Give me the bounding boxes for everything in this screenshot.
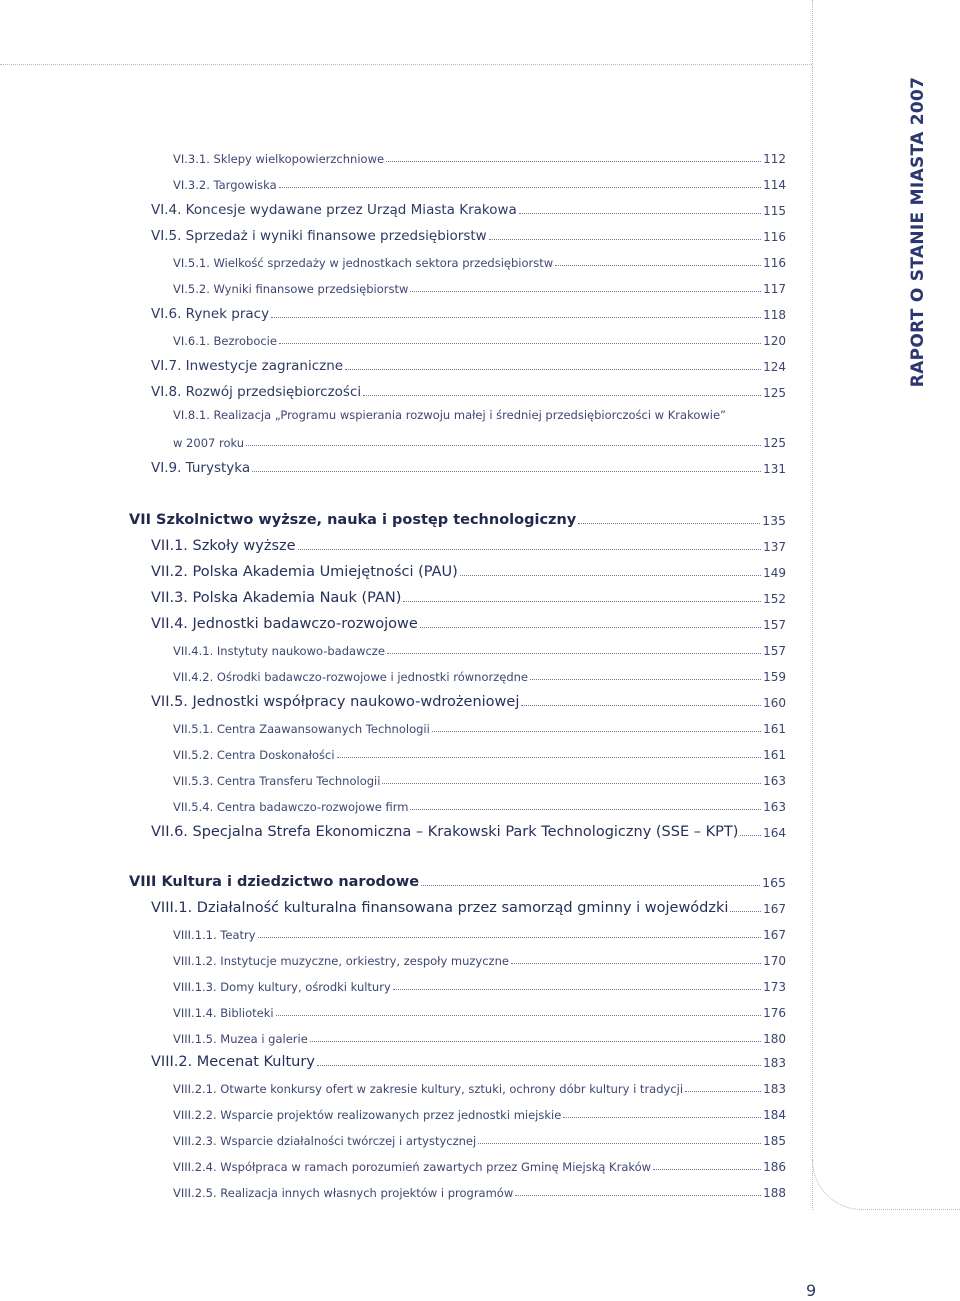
toc-entry[interactable]: [0, 144, 786, 166]
leader-dots: [511, 963, 761, 964]
toc-entry-page: 170: [763, 954, 786, 968]
toc-entry-label: VII.4.1. Instytuty naukowo-badawcze: [173, 644, 385, 658]
toc-entry[interactable]: [0, 1178, 786, 1200]
toc-entry[interactable]: [0, 428, 786, 450]
toc-entry-label: VII.5.2. Centra Doskonałości: [173, 748, 335, 762]
toc-entry-page: 159: [763, 670, 786, 684]
toc-entry-page: 160: [763, 696, 786, 710]
toc-entry-page: 124: [763, 360, 786, 374]
toc-entry[interactable]: [0, 1074, 786, 1096]
toc-entry[interactable]: [0, 326, 786, 348]
toc-entry[interactable]: [0, 454, 786, 476]
toc-entry-page: 125: [763, 436, 786, 450]
toc-entry-page: 161: [763, 722, 786, 736]
toc-entry-label: VI.9. Turystyka: [151, 460, 251, 476]
leader-dots: [298, 549, 762, 550]
leader-dots: [730, 911, 761, 912]
toc-entry[interactable]: [0, 688, 786, 710]
toc-entry-label: VIII Kultura i dziedzictwo narodowe: [129, 874, 420, 890]
leader-dots: [258, 937, 762, 938]
toc-entry[interactable]: [0, 894, 786, 916]
toc-entry-label: VII.5.3. Centra Transferu Technologii: [173, 774, 381, 788]
leader-dots: [387, 653, 761, 654]
toc-entry[interactable]: [0, 352, 786, 374]
toc-entry-label: VIII.1.1. Teatry: [173, 928, 256, 942]
page-frame-top-line: [0, 64, 812, 65]
leader-dots: [478, 1143, 761, 1144]
toc-entry[interactable]: [0, 662, 786, 684]
toc-entry-label: VIII.2.3. Wsparcie działalności twórczej i artystycznej: [173, 1134, 477, 1148]
toc-entry[interactable]: [0, 792, 786, 814]
toc-entry-label: VIII.2.4. Współpraca w ramach porozumień zawartych przez Gminę Miejską Kraków: [173, 1160, 652, 1174]
toc-entry[interactable]: [0, 1024, 786, 1046]
toc-entry[interactable]: [0, 222, 786, 244]
leader-dots: [310, 1041, 761, 1042]
toc-entry[interactable]: [0, 766, 786, 788]
leader-dots: [363, 395, 761, 396]
toc-entry-label: VI.7. Inwestycje zagraniczne: [151, 358, 344, 374]
toc-entry-label: VI.5. Sprzedaż i wyniki finansowe przedsiębiorstw: [151, 228, 487, 244]
toc-entry[interactable]: [0, 1100, 786, 1122]
leader-dots: [276, 1015, 762, 1016]
toc-entry-page: 176: [763, 1006, 786, 1020]
toc-entry[interactable]: [0, 818, 786, 840]
toc-entry-label: w 2007 roku: [173, 436, 245, 450]
toc-entry-page: 115: [763, 204, 786, 218]
leader-dots: [432, 731, 761, 732]
toc-entry[interactable]: [0, 248, 786, 270]
leader-dots: [460, 575, 761, 576]
toc-entry-page: 116: [763, 256, 786, 270]
toc-entry-page: 183: [763, 1056, 786, 1070]
toc-entry-page: 157: [763, 644, 786, 658]
toc-entry-page: 131: [763, 462, 786, 476]
toc-entry-page: 112: [763, 152, 786, 166]
toc-entry-label: VI.3.2. Targowiska: [173, 178, 277, 192]
toc-entry-page: 163: [763, 774, 786, 788]
toc-entry-page: 167: [763, 928, 786, 942]
leader-dots: [421, 885, 760, 886]
toc-entry[interactable]: [0, 714, 786, 736]
toc-entry-page: 114: [763, 178, 786, 192]
toc-entry-label: VII.4.2. Ośrodki badawczo-rozwojowe i jednostki równorzędne: [173, 670, 528, 684]
leader-dots: [410, 809, 761, 810]
toc-entry-page: 161: [763, 748, 786, 762]
toc-entry[interactable]: [0, 274, 786, 296]
toc-entry-page: 184: [763, 1108, 786, 1122]
toc-entry[interactable]: [0, 170, 786, 192]
toc-entry-page: 117: [763, 282, 786, 296]
toc-entry-page: 163: [763, 800, 786, 814]
toc-entry-label: VIII.1.2. Instytucje muzyczne, orkiestry, zespoły muzyczne: [173, 954, 509, 968]
toc-entry-page: 149: [763, 566, 786, 580]
toc-entry-label: VIII.1.3. Domy kultury, ośrodki kultury: [173, 980, 391, 994]
toc-entry-page: 137: [763, 540, 786, 554]
toc-entry-page: 135: [762, 513, 786, 528]
toc-entry-label: VII Szkolnictwo wyższe, nauka i postęp technologiczny: [129, 512, 577, 528]
toc-entry-page: 180: [763, 1032, 786, 1046]
toc-entry-label: VII.5.1. Centra Zaawansowanych Technologii: [173, 722, 430, 736]
page-number: 9: [806, 1281, 817, 1300]
leader-dots: [337, 757, 762, 758]
toc-entry[interactable]: [0, 946, 786, 968]
toc-chapter[interactable]: [0, 506, 786, 528]
toc-entry[interactable]: [0, 998, 786, 1020]
leader-dots: [489, 239, 761, 240]
leader-dots: [521, 705, 761, 706]
leader-dots: [317, 1065, 761, 1066]
toc-entry[interactable]: [0, 532, 786, 554]
leader-dots: [555, 265, 761, 266]
toc-entry-label[interactable]: VI.8.1. Realizacja „Programu wspierania rozwoju małej i średniej przedsiębiorczości w Krakowie”: [173, 408, 726, 422]
toc-entry[interactable]: [0, 636, 786, 658]
leader-dots: [515, 1195, 761, 1196]
toc-entry[interactable]: [0, 584, 786, 606]
toc-entry[interactable]: [0, 610, 786, 632]
toc-entry[interactable]: [0, 300, 786, 322]
page-frame-right-line: [812, 0, 813, 1210]
toc-entry-label: VI.5.2. Wyniki finansowe przedsiębiorstw: [173, 282, 409, 296]
leader-dots: [420, 627, 761, 628]
leader-dots: [252, 471, 761, 472]
toc-entry-label: VIII.2.2. Wsparcie projektów realizowanych przez jednostki miejskie: [173, 1108, 562, 1122]
leader-dots: [530, 679, 761, 680]
toc-entry[interactable]: [0, 972, 786, 994]
toc-entry-label: VII.2. Polska Akademia Umiejętności (PAU): [151, 564, 458, 580]
toc-entry-label: VI.4. Koncesje wydawane przez Urząd Miasta Krakowa: [151, 202, 517, 218]
toc-entry-label: VI.3.1. Sklepy wielkopowierzchniowe: [173, 152, 385, 166]
toc-entry-label: VII.6. Specjalna Strefa Ekonomiczna – Krakowski Park Technologiczny (SSE – KPT): [151, 824, 739, 840]
toc-entry-label: VII.1. Szkoły wyższe: [151, 538, 296, 554]
toc-entry[interactable]: [0, 1048, 786, 1070]
page-frame-corner: [812, 1160, 960, 1210]
toc-entry-page: 118: [763, 308, 786, 322]
toc-entry-page: 186: [763, 1160, 786, 1174]
toc-entry[interactable]: [0, 740, 786, 762]
toc-entry[interactable]: [0, 558, 786, 580]
leader-dots: [578, 523, 760, 524]
toc-entry-label: VIII.2.5. Realizacja innych własnych projektów i programów: [173, 1186, 514, 1200]
toc-entry-label: VII.4. Jednostki badawczo-rozwojowe: [151, 616, 418, 632]
toc-entry-page: 120: [763, 334, 786, 348]
toc-entry-page: 152: [763, 592, 786, 606]
toc-entry[interactable]: [0, 920, 786, 942]
toc-entry-page: 188: [763, 1186, 786, 1200]
leader-dots: [279, 187, 761, 188]
leader-dots: [393, 989, 761, 990]
toc-entry-page: 125: [763, 386, 786, 400]
leader-dots: [685, 1091, 761, 1092]
toc-entry-label: VI.8. Rozwój przedsiębiorczości: [151, 384, 362, 400]
leader-dots: [410, 291, 761, 292]
toc-entry-label: VII.5. Jednostki współpracy naukowo-wdrożeniowej: [151, 694, 520, 710]
toc-entry-label: VI.6.1. Bezrobocie: [173, 334, 277, 348]
toc-entry-page: 165: [762, 875, 786, 890]
leader-dots: [653, 1169, 761, 1170]
toc-entry-label: VIII.1.4. Biblioteki: [173, 1006, 274, 1020]
toc-entry-label: VIII.1. Działalność kulturalna finansowana przez samorząd gminny i wojewódzki: [151, 900, 729, 916]
toc-entry-label: VI.5.1. Wielkość sprzedaży w jednostkach sektora przedsiębiorstw: [173, 256, 554, 270]
toc-chapter[interactable]: [0, 868, 786, 890]
toc-entry-label: VII.3. Polska Akademia Nauk (PAN): [151, 590, 402, 606]
toc-entry-page: 183: [763, 1082, 786, 1096]
side-title: RAPORT O STANIE MIASTA 2007: [908, 76, 928, 388]
leader-dots: [382, 783, 761, 784]
leader-dots: [386, 161, 761, 162]
toc-entry-label: VIII.2.1. Otwarte konkursy ofert w zakresie kultury, sztuki, ochrony dóbr kultury i tradycji: [173, 1082, 684, 1096]
toc-entry-page: 185: [763, 1134, 786, 1148]
toc-entry-page: 116: [763, 230, 786, 244]
toc-entry-label: VIII.2. Mecenat Kultury: [151, 1054, 315, 1070]
toc-entry-page: 167: [763, 902, 786, 916]
leader-dots: [271, 317, 761, 318]
toc-entry-page: 173: [763, 980, 786, 994]
toc-entry-label: VIII.1.5. Muzea i galerie: [173, 1032, 308, 1046]
toc-entry-page: 164: [763, 826, 786, 840]
leader-dots: [740, 835, 761, 836]
leader-dots: [563, 1117, 761, 1118]
leader-dots: [246, 445, 761, 446]
toc-entry[interactable]: [0, 1126, 786, 1148]
toc-entry-label: VI.6. Rynek pracy: [151, 306, 270, 322]
leader-dots: [403, 601, 761, 602]
leader-dots: [345, 369, 761, 370]
toc-entry-page: 157: [763, 618, 786, 632]
toc-entry[interactable]: [0, 196, 786, 218]
toc-entry-label: VII.5.4. Centra badawczo-rozwojowe firm: [173, 800, 409, 814]
toc-entry[interactable]: [0, 378, 786, 400]
leader-dots: [279, 343, 761, 344]
leader-dots: [519, 213, 761, 214]
toc-entry[interactable]: [0, 1152, 786, 1174]
